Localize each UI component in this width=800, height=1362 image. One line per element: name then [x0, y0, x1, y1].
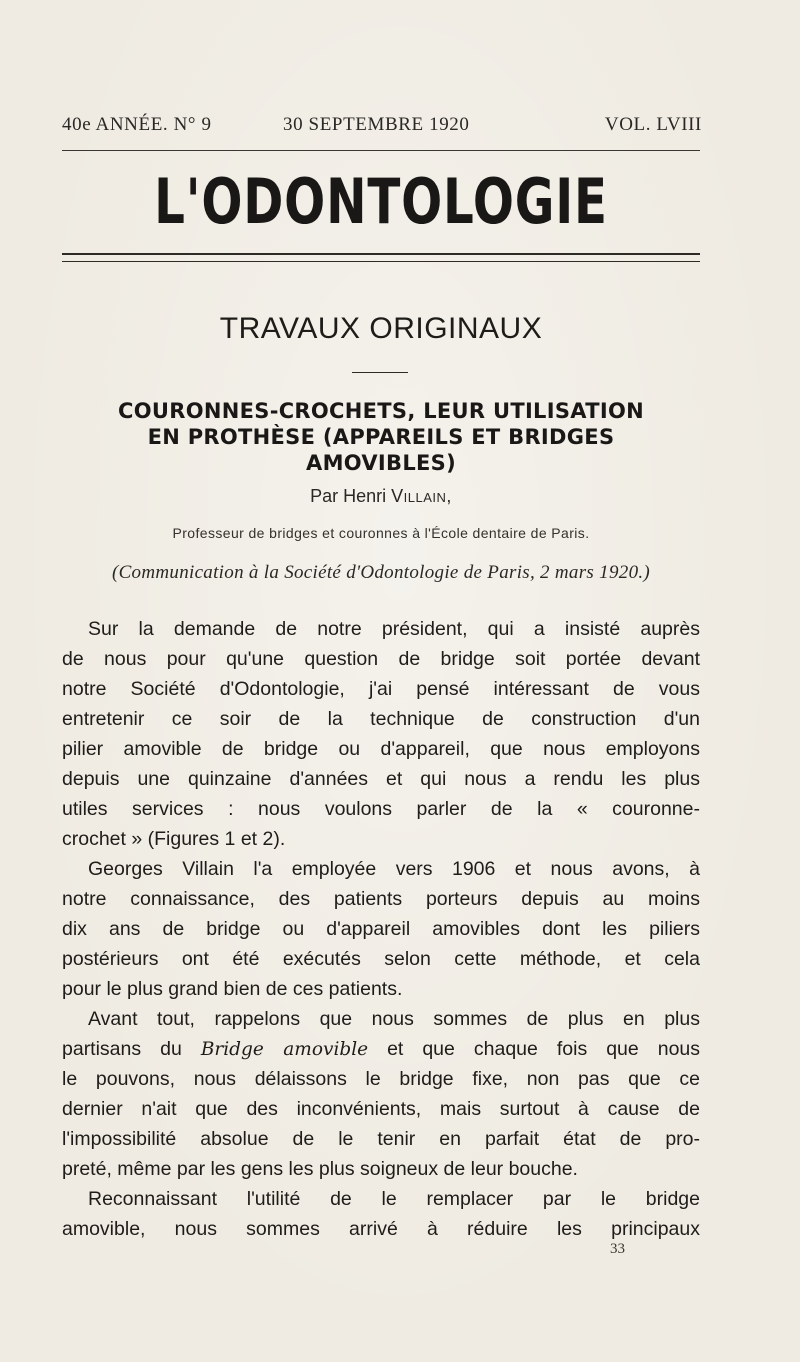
article-title-line: COURONNES-CROCHETS, LEUR UTILISATION [118, 399, 644, 423]
article-title [62, 398, 700, 476]
author-prefix: Par Henri [310, 486, 387, 506]
body-line: depuis une quinzaine d'années et qui nous a rendu les plus [62, 768, 700, 790]
section-divider [352, 372, 408, 373]
volume-number: VOL. LVIII [604, 114, 702, 135]
body-line: dernier n'ait que des inconvénients, mais surtout à cause de [62, 1098, 700, 1120]
body-line: crochet » (Figures 1 et 2). [62, 828, 286, 850]
section-title: TRAVAUX ORIGINAUX [219, 312, 543, 345]
title-double-rule [62, 253, 700, 262]
journal-title: L'ODONTOLOGIE [154, 165, 608, 238]
article-title-line: AMOVIBLES) [306, 451, 456, 475]
article-title-line: EN PROTHÈSE (APPAREILS ET BRIDGES [147, 425, 615, 449]
author-name: Villain, [391, 486, 452, 506]
body-line: dix ans de bridge ou d'appareil amovibles dont les piliers [62, 918, 700, 940]
header-rule [62, 150, 700, 151]
body-line [62, 1034, 700, 1064]
page-number: 33 [610, 1241, 625, 1257]
body-line: entretenir ce soir de la technique de construction d'un [62, 708, 700, 730]
body-line: Sur la demande de notre président, qui a insisté auprès [88, 618, 700, 640]
body-line: Georges Villain l'a employée vers 1906 et nous avons, à [88, 858, 700, 880]
author-affiliation: Professeur de bridges et couronnes à l'École dentaire de Paris. [172, 525, 590, 541]
body-text-fragment: et que chaque fois que nous [387, 1038, 701, 1060]
body-line: postérieurs ont été exécutés selon cette méthode, et cela [62, 948, 700, 970]
body-line: Avant tout, rappelons que nous sommes de plus en plus [88, 1008, 700, 1030]
communication-note: (Communication à la Société d'Odontologie de Paris, 2 mars 1920.) [111, 562, 651, 583]
body-line: Reconnaissant l'utilité de le remplacer par le bridge [88, 1188, 700, 1210]
body-line: pour le plus grand bien de ces patients. [62, 978, 403, 1000]
body-line: de nous pour qu'une question de bridge soit portée devant [62, 648, 700, 670]
body-line: amovible, nous sommes arrivé à réduire les principaux [62, 1218, 700, 1240]
body-line: l'impossibilité absolue de le tenir en parfait état de pro- [62, 1128, 700, 1150]
body-line: le pouvons, nous délaissons le bridge fixe, non pas que ce [62, 1068, 700, 1090]
issue-number: 40e ANNÉE. N° 9 [62, 114, 212, 135]
body-line: utiles services : nous voulons parler de la « couronne- [62, 798, 700, 820]
issue-date: 30 SEPTEMBRE 1920 [283, 114, 470, 135]
body-line: pilier amovible de bridge ou d'appareil, que nous employons [62, 738, 700, 760]
body-line: preté, même par les gens les plus soigneux de leur bouche. [62, 1158, 578, 1180]
body-line: notre connaissance, des patients porteurs depuis au moins [62, 888, 700, 910]
emphasized-term: Bridge amovible [200, 1039, 369, 1060]
article-body [62, 614, 700, 1244]
author-line [62, 486, 700, 507]
body-line: notre Société d'Odontologie, j'ai pensé intéressant de vous [62, 678, 700, 700]
body-text-fragment: partisans du [62, 1038, 182, 1060]
